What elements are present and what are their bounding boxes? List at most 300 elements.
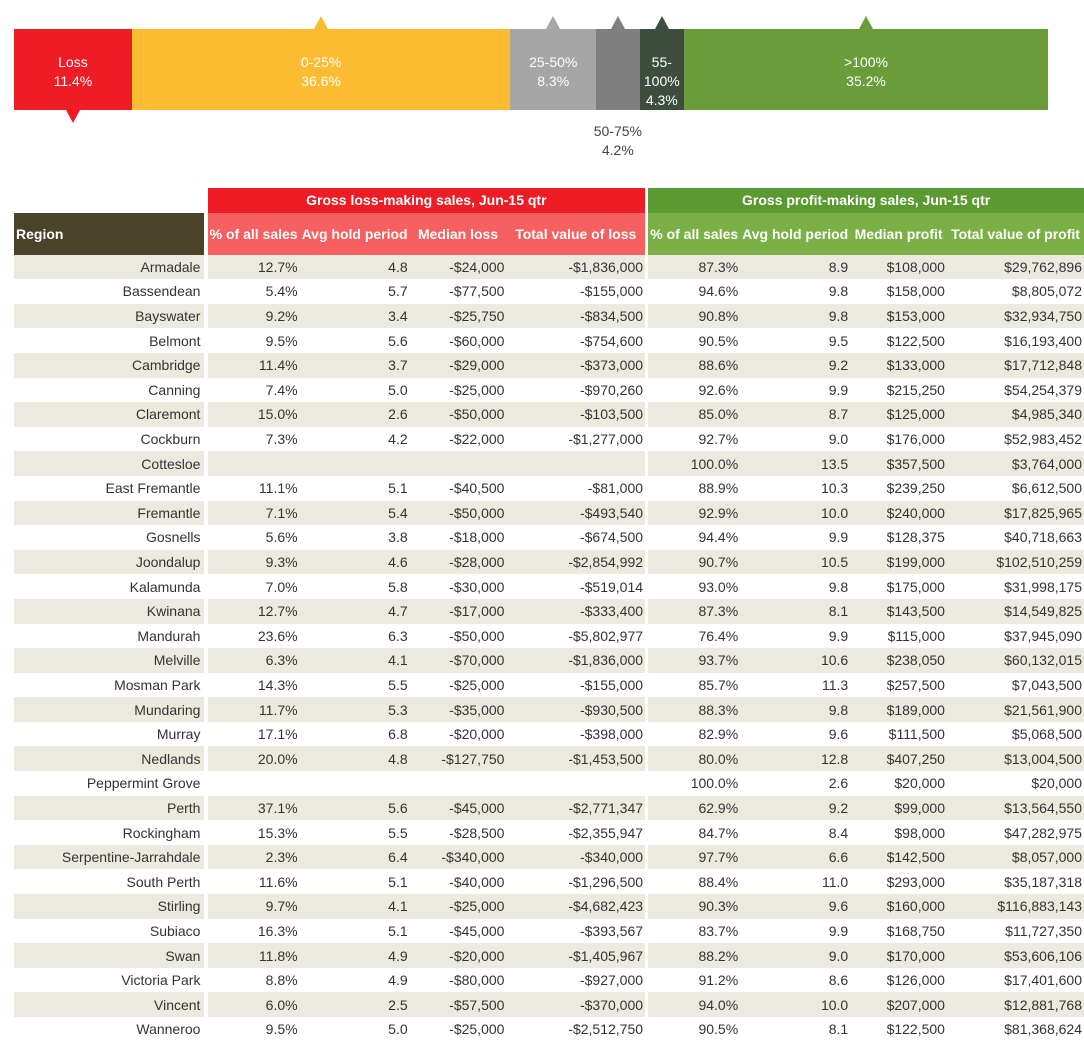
loss-cell: -$370,000 <box>506 992 645 1017</box>
profit-cell: $189,000 <box>850 697 947 722</box>
loss-cell: 6.3 <box>300 624 410 649</box>
profit-cell: $21,561,900 <box>947 697 1084 722</box>
profit-cell: 100.0% <box>648 451 740 476</box>
table-row <box>14 304 1084 329</box>
loss-cell: -$45,000 <box>410 796 507 821</box>
profit-cell: 9.2 <box>740 353 850 378</box>
profit-cell: $47,282,975 <box>947 820 1084 845</box>
profit-cell: 94.6% <box>648 279 740 304</box>
loss-cell: -$1,296,500 <box>506 869 645 894</box>
loss-cell: 4.9 <box>300 943 410 968</box>
loss-cell: 6.3% <box>208 648 300 673</box>
loss-cell: 20.0% <box>208 746 300 771</box>
loss-cell: 4.9 <box>300 968 410 993</box>
region-header: Region <box>14 213 204 255</box>
profit-cell: $240,000 <box>850 501 947 526</box>
profit-cell: $8,805,072 <box>947 279 1084 304</box>
table-row <box>14 992 1084 1017</box>
table-row <box>14 1017 1084 1042</box>
profit-cell: $54,254,379 <box>947 378 1084 403</box>
loss-cell: 5.6% <box>208 525 300 550</box>
profit-cell: $13,564,550 <box>947 796 1084 821</box>
loss-cell: 7.0% <box>208 574 300 599</box>
loss-cell: 37.1% <box>208 796 300 821</box>
profit-cell: 9.5 <box>740 328 850 353</box>
loss-cell: 3.7 <box>300 353 410 378</box>
loss-cell: -$155,000 <box>506 673 645 698</box>
profit-cell: $126,000 <box>850 968 947 993</box>
loss-pct-header: % of all sales <box>208 213 300 255</box>
segment-category: 25-50% <box>529 54 578 70</box>
loss-cell: -$930,500 <box>506 697 645 722</box>
loss-cell: -$340,000 <box>506 845 645 870</box>
table-row <box>14 624 1084 649</box>
profit-cell: $81,368,624 <box>947 1017 1084 1042</box>
profit-cell: 97.7% <box>648 845 740 870</box>
segment-marker-icon <box>314 16 328 29</box>
profit-cell: $176,000 <box>850 427 947 452</box>
region-cell: Cottesloe <box>14 451 204 476</box>
table-row <box>14 943 1084 968</box>
region-cell: Fremantle <box>14 501 204 526</box>
loss-cell: -$2,512,750 <box>506 1017 645 1042</box>
region-cell: Nedlands <box>14 746 204 771</box>
loss-cell: -$57,500 <box>410 992 507 1017</box>
profit-cell: 90.3% <box>648 894 740 919</box>
profit-cell: $142,500 <box>850 845 947 870</box>
loss-cell: -$1,836,000 <box>506 255 645 280</box>
table-row <box>14 869 1084 894</box>
profit-cell: 88.6% <box>648 353 740 378</box>
segment-category: 50-75% <box>593 123 642 139</box>
profit-cell: $20,000 <box>947 771 1084 796</box>
profit-cell: 90.7% <box>648 550 740 575</box>
loss-cell: 5.0 <box>300 1017 410 1042</box>
profit-cell: 90.8% <box>648 304 740 329</box>
bar-segment-0 <box>14 29 132 110</box>
profit-cell: 94.4% <box>648 525 740 550</box>
loss-cell: -$2,771,347 <box>506 796 645 821</box>
segment-value: 4.2% <box>601 142 634 158</box>
table-row <box>14 820 1084 845</box>
bar-segment-external-label <box>578 122 658 160</box>
loss-cell: -$77,500 <box>410 279 507 304</box>
region-cell: Wanneroo <box>14 1017 204 1042</box>
profit-cell: 88.9% <box>648 476 740 501</box>
profit-group-header: Gross profit-making sales, Jun-15 qtr <box>648 188 1084 213</box>
profit-cell: 2.6 <box>740 771 850 796</box>
profit-cell: 9.9 <box>740 919 850 944</box>
profit-cell: $53,606,106 <box>947 943 1084 968</box>
profit-cell: 12.8 <box>740 746 850 771</box>
profit-cell: $257,500 <box>850 673 947 698</box>
bar-segment-label <box>640 53 684 110</box>
profit-cell: $7,043,500 <box>947 673 1084 698</box>
loss-median-header: Median loss <box>410 213 507 255</box>
table-row <box>14 525 1084 550</box>
profit-cell: $99,000 <box>850 796 947 821</box>
loss-cell: -$45,000 <box>410 919 507 944</box>
profit-cell: 62.9% <box>648 796 740 821</box>
profit-cell: 100.0% <box>648 771 740 796</box>
profit-cell: $111,500 <box>850 722 947 747</box>
profit-cell: 93.7% <box>648 648 740 673</box>
profit-hold-header: Avg hold period <box>740 213 850 255</box>
region-cell: Victoria Park <box>14 968 204 993</box>
loss-cell: 7.3% <box>208 427 300 452</box>
loss-cell: -$5,802,977 <box>506 624 645 649</box>
profit-cell: $31,998,175 <box>947 574 1084 599</box>
region-cell: Joondalup <box>14 550 204 575</box>
profit-pct-header: % of all sales <box>648 213 740 255</box>
table-row <box>14 722 1084 747</box>
loss-cell: -$60,000 <box>410 328 507 353</box>
region-cell: Perth <box>14 796 204 821</box>
profit-cell: $3,764,000 <box>947 451 1084 476</box>
loss-cell: 12.7% <box>208 599 300 624</box>
loss-cell: -$103,500 <box>506 402 645 427</box>
profit-cell: 76.4% <box>648 624 740 649</box>
loss-cell: -$30,000 <box>410 574 507 599</box>
segment-marker-icon <box>611 16 625 29</box>
region-cell: Peppermint Grove <box>14 771 204 796</box>
profit-cell: $13,004,500 <box>947 746 1084 771</box>
loss-cell: -$519,014 <box>506 574 645 599</box>
loss-cell: 11.6% <box>208 869 300 894</box>
region-cell: Stirling <box>14 894 204 919</box>
profit-cell: 88.4% <box>648 869 740 894</box>
profit-cell: 9.8 <box>740 574 850 599</box>
profit-cell: $5,068,500 <box>947 722 1084 747</box>
loss-cell: 8.8% <box>208 968 300 993</box>
region-cell: Cambridge <box>14 353 204 378</box>
loss-cell: -$25,000 <box>410 1017 507 1042</box>
loss-cell: 4.8 <box>300 255 410 280</box>
loss-cell <box>506 451 645 476</box>
bar-segment-label <box>14 53 132 91</box>
profit-cell: $11,727,350 <box>947 919 1084 944</box>
loss-cell: 4.6 <box>300 550 410 575</box>
bar-segment-label <box>132 53 510 91</box>
loss-cell: 15.0% <box>208 402 300 427</box>
profit-cell: $133,000 <box>850 353 947 378</box>
region-cell: Vincent <box>14 992 204 1017</box>
profit-cell: 90.5% <box>648 328 740 353</box>
table-row <box>14 451 1084 476</box>
loss-cell: -$28,500 <box>410 820 507 845</box>
bar-segment-4 <box>640 29 684 110</box>
profit-cell: 9.8 <box>740 279 850 304</box>
loss-cell: 5.4% <box>208 279 300 304</box>
profit-cell: 92.6% <box>648 378 740 403</box>
loss-cell <box>410 451 507 476</box>
loss-total-header: Total value of loss <box>506 213 645 255</box>
loss-cell: -$340,000 <box>410 845 507 870</box>
segment-value: 8.3% <box>537 73 570 89</box>
table-row <box>14 894 1084 919</box>
loss-cell: -$20,000 <box>410 943 507 968</box>
loss-cell: 11.4% <box>208 353 300 378</box>
profit-cell: 9.6 <box>740 722 850 747</box>
profit-cell: $153,000 <box>850 304 947 329</box>
loss-cell: 5.5 <box>300 673 410 698</box>
loss-cell: -$22,000 <box>410 427 507 452</box>
loss-cell: 5.1 <box>300 869 410 894</box>
profit-cell: 10.3 <box>740 476 850 501</box>
profit-cell: $20,000 <box>850 771 947 796</box>
segment-category: 0-25% <box>300 54 342 70</box>
segment-value: 36.6% <box>301 73 341 89</box>
profit-cell: 92.7% <box>648 427 740 452</box>
bar-segment-label <box>684 53 1048 91</box>
profit-cell: 8.1 <box>740 599 850 624</box>
profit-cell: 9.8 <box>740 304 850 329</box>
table-row <box>14 279 1084 304</box>
table-row <box>14 501 1084 526</box>
loss-cell: -$393,567 <box>506 919 645 944</box>
loss-cell: -$493,540 <box>506 501 645 526</box>
segment-marker-icon <box>546 16 560 29</box>
segment-category: >100% <box>844 54 888 70</box>
loss-cell: -$155,000 <box>506 279 645 304</box>
loss-cell: 12.7% <box>208 255 300 280</box>
profit-cell: 9.0 <box>740 943 850 968</box>
profit-cell: 94.0% <box>648 992 740 1017</box>
profit-cell: $16,193,400 <box>947 328 1084 353</box>
loss-cell: 9.7% <box>208 894 300 919</box>
loss-cell: -$40,500 <box>410 476 507 501</box>
profit-cell: 8.6 <box>740 968 850 993</box>
loss-cell: -$927,000 <box>506 968 645 993</box>
loss-cell: 5.0 <box>300 378 410 403</box>
loss-cell: 5.3 <box>300 697 410 722</box>
region-cell: Mosman Park <box>14 673 204 698</box>
profit-cell: 9.6 <box>740 894 850 919</box>
loss-cell: 5.6 <box>300 328 410 353</box>
loss-cell <box>208 771 300 796</box>
loss-cell: -$1,405,967 <box>506 943 645 968</box>
loss-cell: 5.4 <box>300 501 410 526</box>
table-row <box>14 402 1084 427</box>
profit-cell: $125,000 <box>850 402 947 427</box>
bar-segment-3 <box>596 29 639 110</box>
region-cell: Murray <box>14 722 204 747</box>
region-cell: Belmont <box>14 328 204 353</box>
profit-cell: $14,549,825 <box>947 599 1084 624</box>
loss-cell: -$25,000 <box>410 673 507 698</box>
loss-cell: -$50,000 <box>410 501 507 526</box>
profit-cell: $357,500 <box>850 451 947 476</box>
profit-cell: 88.2% <box>648 943 740 968</box>
loss-cell: 2.6 <box>300 402 410 427</box>
table-row <box>14 648 1084 673</box>
loss-cell: -$2,854,992 <box>506 550 645 575</box>
loss-cell: 2.3% <box>208 845 300 870</box>
loss-cell: 14.3% <box>208 673 300 698</box>
table-row <box>14 796 1084 821</box>
loss-cell: -$50,000 <box>410 402 507 427</box>
loss-cell: 2.5 <box>300 992 410 1017</box>
loss-cell: -$35,000 <box>410 697 507 722</box>
profit-cell: 9.2 <box>740 796 850 821</box>
loss-cell: -$70,000 <box>410 648 507 673</box>
region-cell: Canning <box>14 378 204 403</box>
loss-cell: -$50,000 <box>410 624 507 649</box>
loss-cell: -$1,453,500 <box>506 746 645 771</box>
loss-cell: 9.2% <box>208 304 300 329</box>
profit-cell: 8.7 <box>740 402 850 427</box>
loss-cell <box>410 771 507 796</box>
table-row <box>14 697 1084 722</box>
profit-cell: $158,000 <box>850 279 947 304</box>
loss-cell: 9.5% <box>208 328 300 353</box>
distribution-bar-chart <box>14 12 1048 162</box>
profit-cell: $238,050 <box>850 648 947 673</box>
loss-cell: -$80,000 <box>410 968 507 993</box>
profit-cell: 85.0% <box>648 402 740 427</box>
table-row <box>14 476 1084 501</box>
loss-cell: 5.5 <box>300 820 410 845</box>
loss-cell: -$18,000 <box>410 525 507 550</box>
segment-marker-icon <box>655 16 669 29</box>
loss-cell: -$29,000 <box>410 353 507 378</box>
region-cell: South Perth <box>14 869 204 894</box>
region-cell: Armadale <box>14 255 204 280</box>
profit-cell: 10.0 <box>740 992 850 1017</box>
profit-cell: $207,000 <box>850 992 947 1017</box>
loss-cell: -$25,000 <box>410 894 507 919</box>
profit-cell: 6.6 <box>740 845 850 870</box>
profit-cell: $215,250 <box>850 378 947 403</box>
region-cell: Swan <box>14 943 204 968</box>
profit-median-header: Median profit <box>850 213 947 255</box>
loss-cell: -$373,000 <box>506 353 645 378</box>
loss-cell: 16.3% <box>208 919 300 944</box>
table-row <box>14 599 1084 624</box>
loss-cell <box>300 771 410 796</box>
profit-cell: 87.3% <box>648 255 740 280</box>
sales-table <box>14 188 1084 1042</box>
profit-cell: $128,375 <box>850 525 947 550</box>
profit-cell: 11.3 <box>740 673 850 698</box>
profit-cell: $293,000 <box>850 869 947 894</box>
profit-cell: 80.0% <box>648 746 740 771</box>
region-cell: Mundaring <box>14 697 204 722</box>
loss-cell: 5.7 <box>300 279 410 304</box>
profit-cell: 82.9% <box>648 722 740 747</box>
profit-cell: $12,881,768 <box>947 992 1084 1017</box>
profit-cell: 8.4 <box>740 820 850 845</box>
loss-cell: -$127,750 <box>410 746 507 771</box>
profit-cell: $29,762,896 <box>947 255 1084 280</box>
profit-cell: $60,132,015 <box>947 648 1084 673</box>
loss-cell: 23.6% <box>208 624 300 649</box>
bar-segment-1 <box>132 29 510 110</box>
profit-cell: $143,500 <box>850 599 947 624</box>
loss-cell: -$1,836,000 <box>506 648 645 673</box>
loss-cell: -$674,500 <box>506 525 645 550</box>
region-cell: Mandurah <box>14 624 204 649</box>
loss-cell: 4.8 <box>300 746 410 771</box>
loss-cell: -$40,000 <box>410 869 507 894</box>
loss-cell: 7.1% <box>208 501 300 526</box>
loss-cell: 17.1% <box>208 722 300 747</box>
profit-cell: $17,825,965 <box>947 501 1084 526</box>
loss-cell: 5.6 <box>300 796 410 821</box>
profit-cell: 9.8 <box>740 697 850 722</box>
profit-cell: $17,401,600 <box>947 968 1084 993</box>
segment-marker-icon <box>859 16 873 29</box>
region-cell: Kwinana <box>14 599 204 624</box>
loss-cell: 15.3% <box>208 820 300 845</box>
region-cell: Rockingham <box>14 820 204 845</box>
profit-cell: 10.5 <box>740 550 850 575</box>
loss-cell <box>208 451 300 476</box>
profit-cell: 8.9 <box>740 255 850 280</box>
table-row <box>14 968 1084 993</box>
loss-cell: 5.1 <box>300 476 410 501</box>
region-cell: Gosnells <box>14 525 204 550</box>
table-row <box>14 427 1084 452</box>
loss-cell: -$25,750 <box>410 304 507 329</box>
segment-value: 11.4% <box>53 73 93 89</box>
bar-segment-5 <box>684 29 1048 110</box>
loss-cell: 4.7 <box>300 599 410 624</box>
loss-cell: 4.1 <box>300 648 410 673</box>
loss-cell: 5.1 <box>300 919 410 944</box>
profit-cell: $17,712,848 <box>947 353 1084 378</box>
profit-cell: $239,250 <box>850 476 947 501</box>
loss-group-header: Gross loss-making sales, Jun-15 qtr <box>208 188 645 213</box>
profit-cell: $6,612,500 <box>947 476 1084 501</box>
loss-cell: 6.0% <box>208 992 300 1017</box>
profit-cell: $116,883,143 <box>947 894 1084 919</box>
segment-marker-icon <box>66 110 80 123</box>
loss-cell: 9.3% <box>208 550 300 575</box>
loss-cell: -$20,000 <box>410 722 507 747</box>
loss-cell: -$333,400 <box>506 599 645 624</box>
region-cell: Bassendean <box>14 279 204 304</box>
profit-cell: $35,187,318 <box>947 869 1084 894</box>
loss-cell: 4.1 <box>300 894 410 919</box>
loss-cell <box>300 451 410 476</box>
profit-cell: 8.1 <box>740 1017 850 1042</box>
segment-category: 55-100% <box>643 54 680 89</box>
column-header-row <box>14 213 1084 255</box>
profit-cell: $170,000 <box>850 943 947 968</box>
loss-cell: -$1,277,000 <box>506 427 645 452</box>
loss-cell: -$2,355,947 <box>506 820 645 845</box>
profit-cell: 88.3% <box>648 697 740 722</box>
profit-total-header: Total value of profit <box>947 213 1084 255</box>
profit-cell: 90.5% <box>648 1017 740 1042</box>
profit-cell: $199,000 <box>850 550 947 575</box>
profit-cell: $4,985,340 <box>947 402 1084 427</box>
profit-cell: 92.9% <box>648 501 740 526</box>
profit-cell: $407,250 <box>850 746 947 771</box>
region-cell: Bayswater <box>14 304 204 329</box>
table-row <box>14 378 1084 403</box>
profit-cell: 93.0% <box>648 574 740 599</box>
profit-cell: 91.2% <box>648 968 740 993</box>
table-row <box>14 845 1084 870</box>
region-cell: Cockburn <box>14 427 204 452</box>
profit-cell: $32,934,750 <box>947 304 1084 329</box>
loss-cell: 7.4% <box>208 378 300 403</box>
table-row <box>14 255 1084 280</box>
profit-cell: $115,000 <box>850 624 947 649</box>
loss-cell: -$398,000 <box>506 722 645 747</box>
